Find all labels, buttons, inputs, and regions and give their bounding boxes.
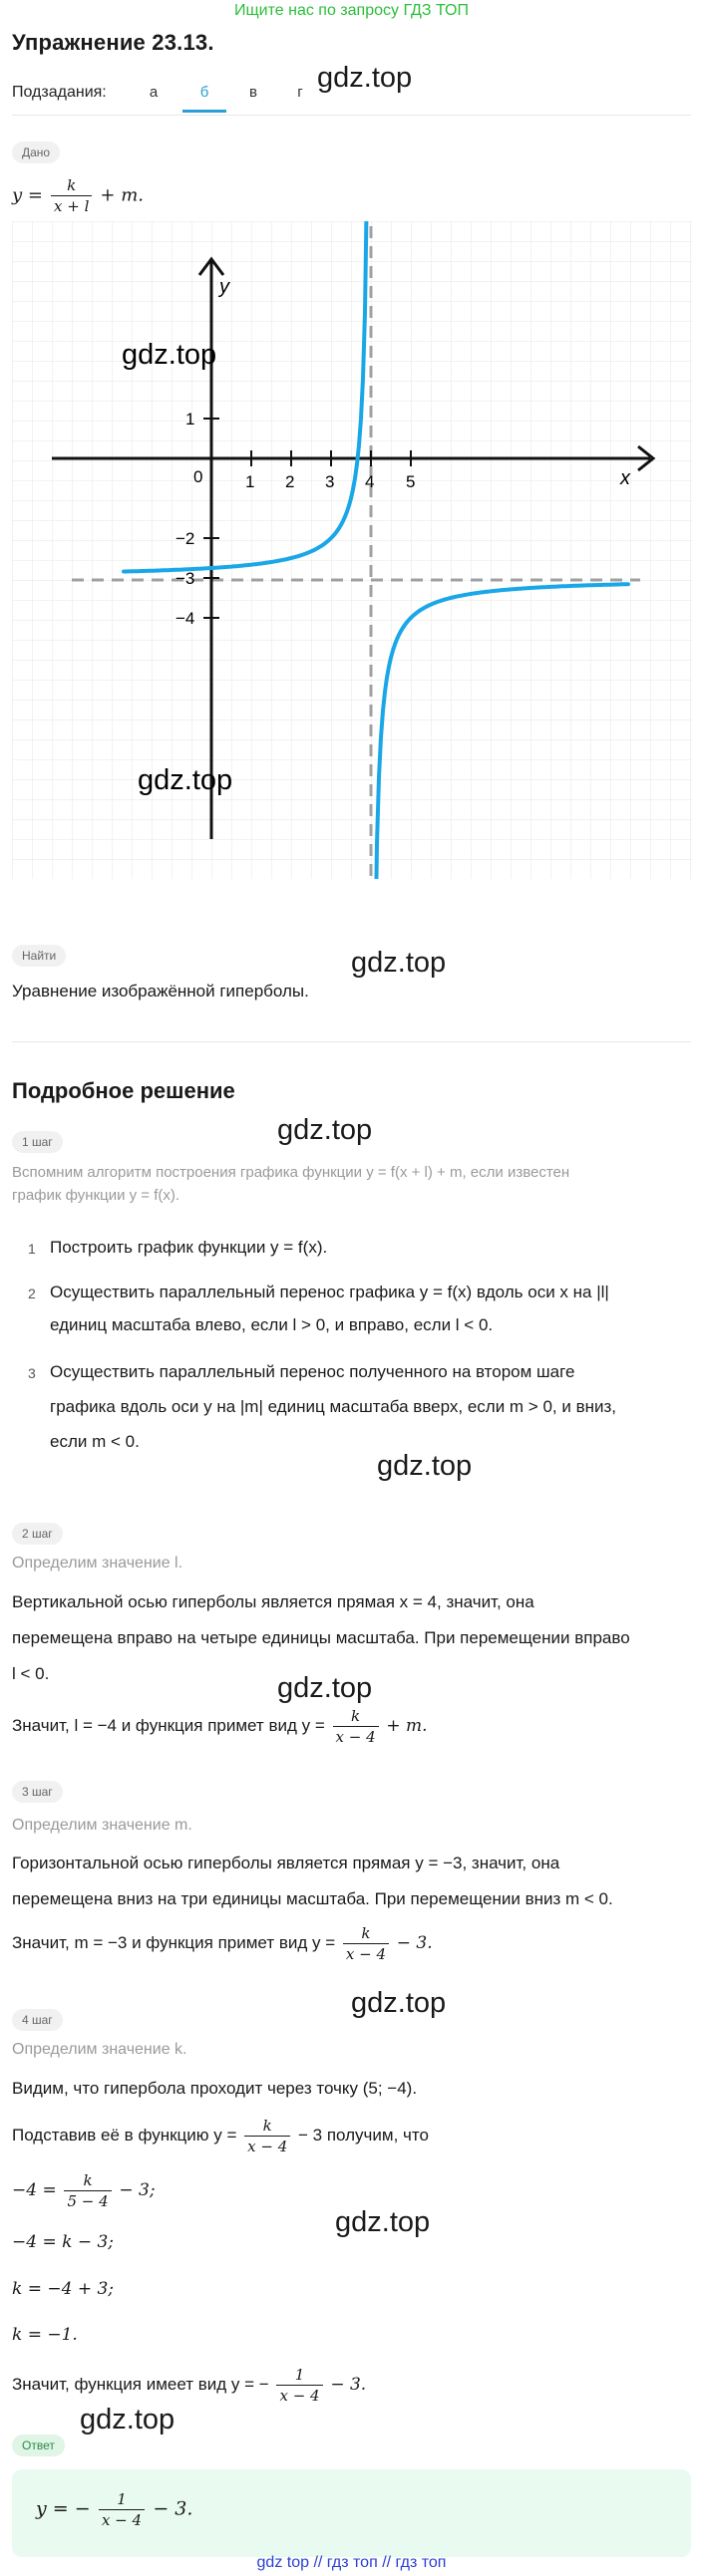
step1-intro: Вспомним алгоритм построения графика функции y = f(x + l) + m, если известен xyxy=(12,1164,570,1181)
watermark: gdz.top xyxy=(317,62,413,94)
watermark: gdz.top xyxy=(351,947,447,979)
subtasks-label: Подзадания: xyxy=(12,84,107,101)
y-tick-1: 1 xyxy=(185,410,195,429)
step4-equation: −4 = k − 3; xyxy=(12,2232,115,2252)
x-tick-2: 2 xyxy=(285,472,295,491)
x-tick-3: 3 xyxy=(325,472,335,491)
answer-formula: y = − $\frac{1}{x - 4}$ − 3. xyxy=(36,2490,193,2529)
watermark: gdz.top xyxy=(377,1450,473,1482)
step3-chip: 3 шаг xyxy=(12,1781,63,1803)
watermark: gdz.top xyxy=(335,2206,431,2238)
find-chip: Найти xyxy=(12,945,66,967)
step1-intro-2: график функции y = f(x). xyxy=(12,1187,180,1204)
tab-v[interactable]: в xyxy=(249,84,257,101)
step2-subtitle: Определим значение l. xyxy=(12,1555,183,1572)
y-axis-label: y xyxy=(219,276,229,298)
list-item: графика вдоль оси y на |m| единиц масштаба вверх, если m > 0, и вниз, xyxy=(50,1397,617,1416)
given-chip: Дано xyxy=(12,142,60,163)
divider xyxy=(12,115,691,116)
watermark: gdz.top xyxy=(351,1987,447,2019)
tab-g[interactable]: г xyxy=(297,84,303,101)
answer-box xyxy=(12,2469,691,2557)
divider xyxy=(12,1041,691,1042)
step4-chip: 4 шаг xyxy=(12,2009,63,2031)
step4-equation: k = −1. xyxy=(12,2325,78,2345)
step3-paragraph: перемещена вниз на три единицы масштаба. При перемещении вниз m < 0. xyxy=(12,1889,613,1908)
y-tick-minus2: −2 xyxy=(176,529,195,548)
page-title: Упражнение 23.13. xyxy=(12,30,214,55)
step4-paragraph: Подставив её в функцию y = $\frac{k}{x - 4}$ − 3 получим, что xyxy=(12,2117,429,2155)
step2-paragraph: перемещена вправо на четыре единицы масштаба. При перемещении вправо xyxy=(12,1628,630,1647)
list-item: Осуществить параллельный перенос графика y = f(x) вдоль оси x на |l| xyxy=(50,1283,609,1301)
x-axis-label: x xyxy=(620,467,630,489)
step4-equation: k = −4 + 3; xyxy=(12,2279,115,2299)
active-tab-indicator xyxy=(182,110,226,113)
step4-conclusion: Значит, функция имеет вид y = − $\frac{1}{x - 4}$ − 3. xyxy=(12,2366,367,2405)
watermark: gdz.top xyxy=(138,764,233,796)
hyperbola-graph xyxy=(12,221,692,879)
grid xyxy=(12,221,692,879)
list-number: 2 xyxy=(28,1286,36,1301)
step2-conclusion: Значит, l = −4 и функция примет вид y = $\frac{k}{x - 4}$ + m. xyxy=(12,1707,428,1746)
x-tick-5: 5 xyxy=(406,472,416,491)
step4-subtitle: Определим значение k. xyxy=(12,2041,187,2058)
list-item: единиц масштаба влево, если l > 0, и вправо, если l < 0. xyxy=(50,1315,494,1334)
watermark: gdz.top xyxy=(122,339,217,371)
step3-subtitle: Определим значение m. xyxy=(12,1817,192,1834)
list-number: 3 xyxy=(28,1365,36,1381)
tab-b[interactable]: б xyxy=(199,84,209,101)
watermark: gdz.top xyxy=(277,1672,373,1704)
step4-paragraph: Видим, что гипербола проходит через точку (5; −4). xyxy=(12,2079,418,2098)
step4-equation: −4 = $\frac{k}{5 - 4}$ − 3; xyxy=(12,2171,156,2210)
list-item: Построить график функции y = f(x). xyxy=(50,1238,328,1257)
list-item: если m < 0. xyxy=(50,1432,140,1451)
step2-paragraph: l < 0. xyxy=(12,1664,50,1683)
y-tick-minus4: −4 xyxy=(176,609,195,628)
origin-label: 0 xyxy=(193,467,203,486)
footer-links[interactable]: gdz top // гдз топ // гдз топ xyxy=(256,2554,447,2571)
step3-paragraph: Горизонтальной осью гиперболы является прямая y = −3, значит, она xyxy=(12,1854,560,1872)
given-formula: y = $\frac{k}{x + l}$ + m. xyxy=(12,176,144,215)
list-item: Осуществить параллельный перенос полученного на втором шаге xyxy=(50,1362,575,1381)
find-text: Уравнение изображённой гиперболы. xyxy=(12,982,309,1001)
answer-chip: Ответ xyxy=(12,2434,65,2456)
step3-conclusion: Значит, m = −3 и функция примет вид y = $\frac{k}{x - 4}$ − 3. xyxy=(12,1924,433,1963)
step1-chip: 1 шаг xyxy=(12,1131,63,1153)
x-tick-1: 1 xyxy=(245,472,255,491)
solution-title: Подробное решение xyxy=(12,1078,235,1103)
list-number: 1 xyxy=(28,1241,36,1257)
watermark: gdz.top xyxy=(277,1114,373,1146)
y-tick-minus3: −3 xyxy=(176,569,195,588)
tab-a[interactable]: а xyxy=(149,84,159,101)
x-tick-4: 4 xyxy=(365,472,375,491)
step2-paragraph: Вертикальной осью гиперболы является прямая x = 4, значит, она xyxy=(12,1592,534,1611)
search-banner[interactable]: Ищите нас по запросу ГДЗ ТОП xyxy=(234,2,469,19)
watermark: gdz.top xyxy=(80,2404,176,2435)
step2-chip: 2 шаг xyxy=(12,1523,63,1545)
